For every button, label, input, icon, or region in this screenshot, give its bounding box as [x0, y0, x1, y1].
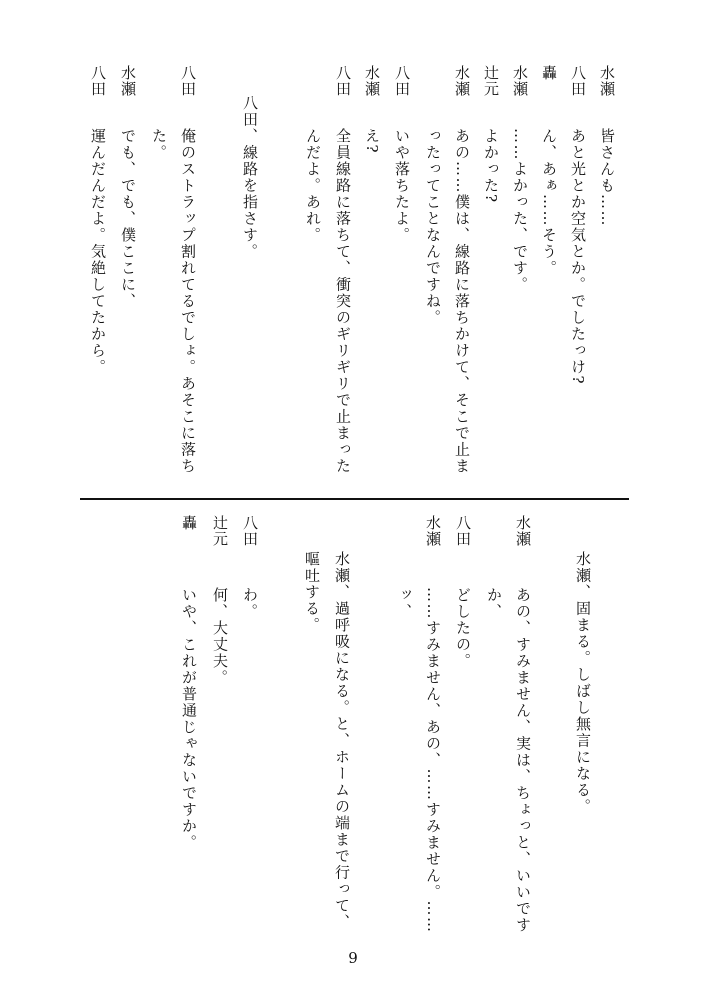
dialogue-line: 全員線路に落ちて、衝突のギリギリで止まった — [334, 128, 352, 475]
speaker-name: 辻元 — [211, 515, 229, 547]
speaker-name: 轟 — [180, 515, 198, 531]
stage-direction: 八田、線路を指さす。 — [241, 95, 259, 260]
dialogue-line: よかった? — [482, 128, 500, 204]
dialogue-line: あと光とか空気とか。でしたっけ? — [569, 128, 587, 386]
stage-direction: 水瀬、固まる。しばし無言になる。 — [574, 551, 592, 815]
dialogue-line: 何、大丈夫。 — [211, 587, 229, 686]
dialogue-line: いや、これが普通じゃないですか。 — [180, 587, 198, 851]
speaker-name: 八田 — [393, 65, 411, 97]
dialogue-line: でも、でも、僕ここに、 — [119, 128, 137, 310]
speaker-name: 八田 — [179, 65, 197, 97]
page-number: 9 — [348, 949, 358, 967]
speaker-name: 八田 — [241, 515, 259, 547]
dialogue-line: 皆さんも…… — [598, 128, 616, 227]
dialogue-line: え? — [363, 128, 381, 155]
stage-direction: 嘔吐する。 — [303, 551, 321, 634]
section-divider — [80, 498, 629, 500]
dialogue-line: あの……僕は、線路に落ちかけて、そこで止ま — [453, 128, 471, 475]
dialogue-line: ったってことなんですね。 — [424, 128, 442, 326]
speaker-name: 八田 — [89, 65, 107, 97]
dialogue-line: いや落ちたよ。 — [393, 128, 411, 244]
dialogue-line: んだよ。あれ。 — [304, 128, 322, 244]
speaker-name: 水瀬 — [424, 515, 442, 547]
speaker-name: 辻元 — [482, 65, 500, 97]
speaker-name: 水瀬 — [598, 65, 616, 97]
dialogue-line: 俺のストラップ割れてるでしょ。あそこに落ち — [179, 128, 197, 475]
speaker-name: 水瀬 — [453, 65, 471, 97]
dialogue-line: ん、あぁ……そう。 — [540, 128, 558, 277]
dialogue-line: わ。 — [241, 587, 259, 620]
dialogue-line: どしたの。 — [454, 587, 472, 670]
speaker-name: 水瀬 — [511, 65, 529, 97]
speaker-name: 八田 — [454, 515, 472, 547]
speaker-name: 八田 — [334, 65, 352, 97]
dialogue-line: た。 — [150, 128, 168, 161]
dialogue-line: か、 — [485, 587, 503, 620]
stage-direction: 水瀬、過呼吸になる。と、ホームの端まで行って、 — [333, 551, 351, 931]
speaker-name: 水瀬 — [119, 65, 137, 97]
dialogue-line: ッ、 — [395, 587, 413, 620]
speaker-name: 轟 — [540, 65, 558, 81]
speaker-name: 八田 — [569, 65, 587, 97]
dialogue-line: 運んだんだよ。気絶してたから。 — [89, 128, 107, 376]
speaker-name: 水瀬 — [514, 515, 532, 547]
speaker-name: 水瀬 — [363, 65, 381, 97]
dialogue-line: あの、すみません、実は、ちょっと、いいです — [514, 587, 532, 934]
dialogue-line: ……すみません、あの、……すみません。…… — [424, 587, 442, 934]
dialogue-line: ……よかった、です。 — [511, 128, 529, 293]
